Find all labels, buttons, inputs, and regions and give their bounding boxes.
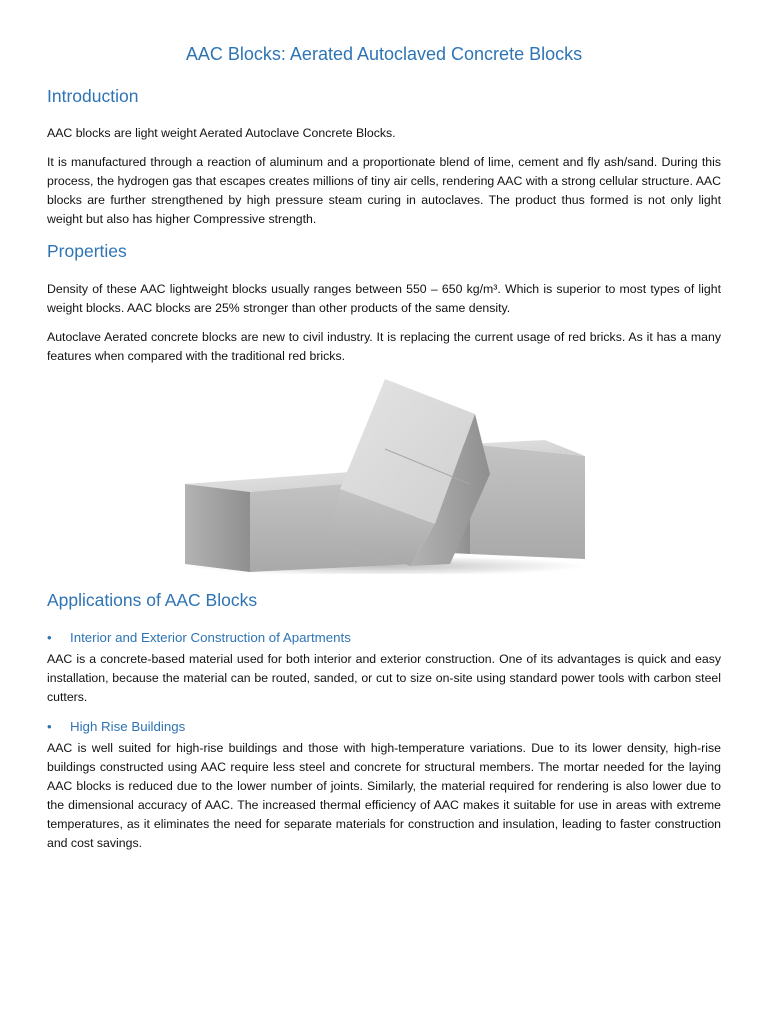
application-item-2-label: High Rise Buildings — [70, 719, 186, 734]
application-item-1-title — [47, 630, 351, 645]
heading-introduction: Introduction — [47, 86, 139, 106]
intro-paragraph-2: It is manufactured through a reaction of aluminum and a proportionate blend of lime, cement and fly ash/sand. During this process, the hydrogen gas that escapes creates millions of tiny air cells, rendering AAC with a strong cellular structure. AAC blocks are further strengthened by high pressure steam curing in autoclaves. The product thus formed is not only light weight but also has higher Compressive strength. — [47, 155, 721, 226]
application-item-1-text: AAC is a concrete-based material used for both interior and exterior construction. One of its advantages is quick and easy installation, because the material can be routed, sanded, or cut to size on-site using standard power tools with carbon steel cutters. — [47, 652, 721, 704]
bullet-icon: • — [47, 630, 52, 645]
heading-properties: Properties — [47, 241, 127, 261]
bullet-icon: • — [47, 719, 52, 734]
intro-paragraph-1: AAC blocks are light weight Aerated Autoclave Concrete Blocks. — [47, 126, 396, 140]
heading-applications: Applications of AAC Blocks — [47, 590, 258, 610]
document-title: AAC Blocks: Aerated Autoclaved Concrete Blocks — [185, 44, 583, 64]
properties-paragraph-1: Density of these AAC lightweight blocks usually ranges between 550 – 650 kg/m³. Which is superior to most types of light weight blocks. AAC blocks are 25% stronger than other products of the same density. — [47, 282, 721, 315]
application-item-2-text: AAC is well suited for high-rise buildings and those with high-temperature variations. Due to its lower density, high-rise buildings constructed using AAC require less steel and concrete for structural members. The mortar needed for the laying AAC blocks is reduced due to the lower number of joints. Similarly, the material required for rendering is also lower due to the dimensional accuracy of AAC. The increased thermal efficiency of AAC makes it suitable for use in areas with extreme temperatures, as it eliminates the need for separate materials for construction and insulation, leading to faster construction and cost savings. — [47, 741, 721, 850]
application-item-1-label: Interior and Exterior Construction of Apartments — [70, 630, 351, 645]
application-item-2-title — [47, 719, 185, 734]
aac-blocks-image — [180, 374, 590, 574]
properties-paragraph-2: Autoclave Aerated concrete blocks are new to civil industry. It is replacing the current usage of red bricks. As it has a many features when compared with the traditional red bricks. — [47, 330, 721, 363]
